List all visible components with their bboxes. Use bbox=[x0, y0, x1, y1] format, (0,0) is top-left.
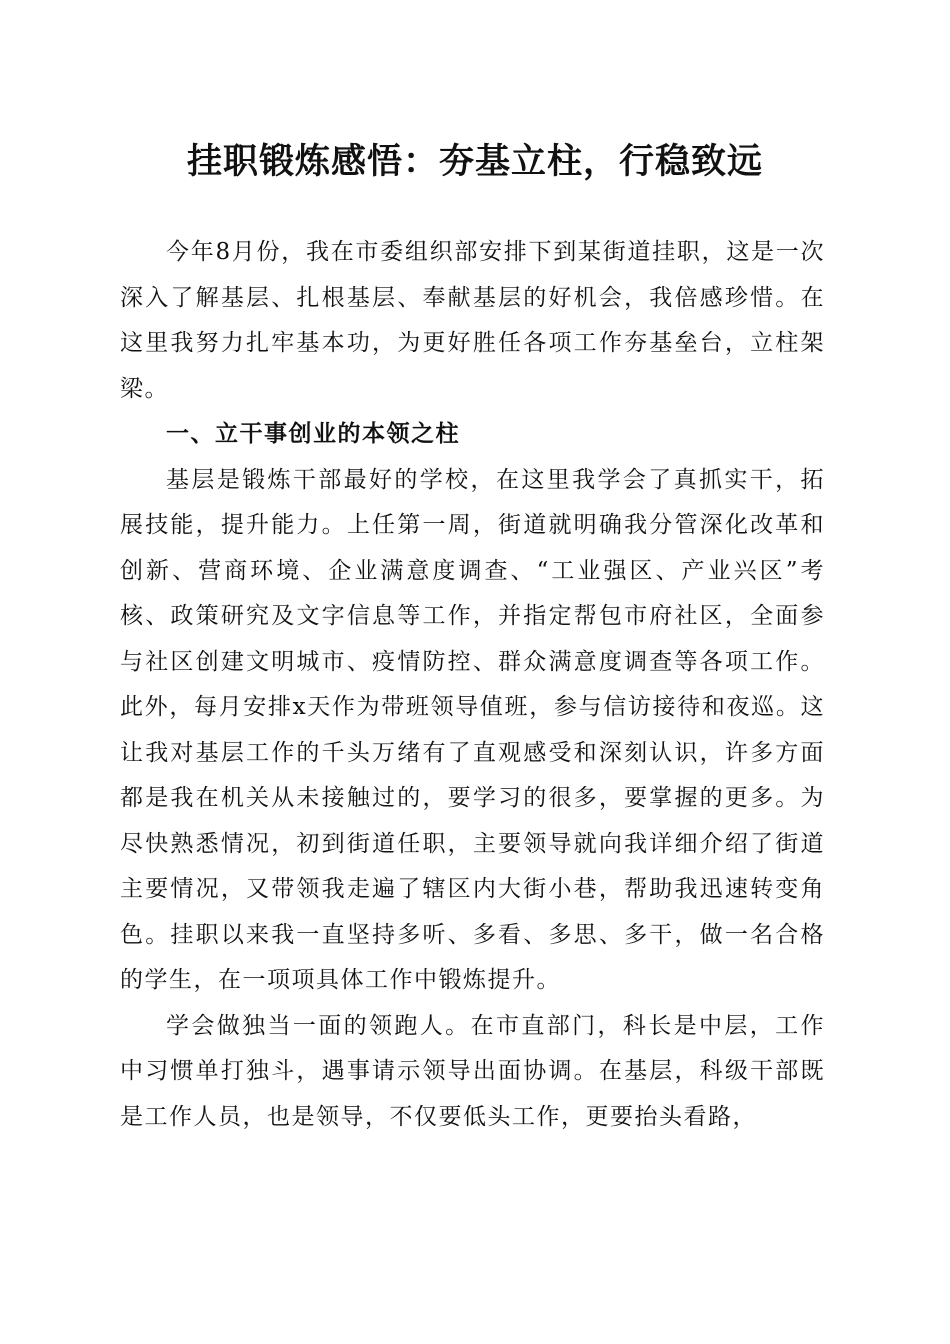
paragraph-body: 学会做独当一面的领跑人。在市直部门，科长是中层，工作中习惯单打独斗，遇事请示领导出面协调。在基层，科级干部既是工作人员，也是领导，不仅要低头工作，更要抬头看路， bbox=[120, 1012, 825, 1130]
paragraph-intro: 今年8月份，我在市委组织部安排下到某街道挂职，这是一次深入了解基层、扎根基层、奉献基层的好机会，我倍感珍惜。在这里我努力扎牢基本功，为更好胜任各项工作夯基垒台，立柱架梁。 bbox=[120, 239, 825, 402]
document-title: 挂职锻炼感悟：夯基立柱，行稳致远 bbox=[186, 141, 763, 182]
document-body bbox=[120, 230, 825, 1140]
section-heading: 一、立干事创业的本领之柱 bbox=[166, 421, 460, 447]
paragraph-body: 基层是锻炼干部最好的学校，在这里我学会了真抓实干，拓展技能，提升能力。上任第一周，街道就明确我分管深化改革和创新、营商环境、企业满意度调查、“工业强区、产业兴区”考核、政策研究及文字信息等工作，并指定帮包市府社区，全面参与社区创建文明城市、疫情防控、群众满意度调查等各项工作。此外，每月安排x天作为带班领导值班，参与信访接待和夜巡。这让我对基层工作的千头万绪有了直观感受和深刻认识，许多方面都是我在机关从未接触过的，要学习的很多，要掌握的更多。为尽快熟悉情况，初到街道任职，主要领导就向我详细介绍了街道主要情况，又带领我走遍了辖区内大街小巷，帮助我迅速转变角色。挂职以来我一直坚持多听、多看、多思、多干，做一名合格的学生，在一项项具体工作中锻炼提升。 bbox=[120, 466, 825, 993]
